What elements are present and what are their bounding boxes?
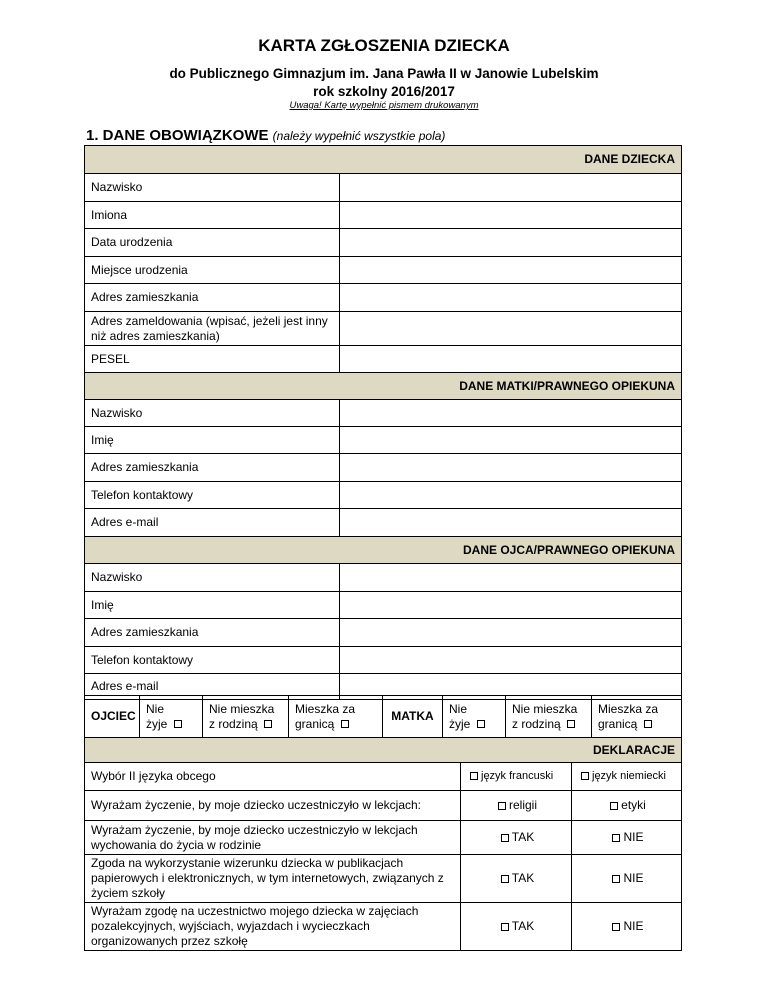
mother-abroad-option[interactable]: [592, 696, 682, 738]
checkbox-icon[interactable]: [610, 802, 618, 810]
father-status-label: OJCIEC: [85, 696, 140, 738]
religion-option[interactable]: [461, 791, 572, 821]
checkbox-icon[interactable]: [612, 923, 620, 931]
father-band: DANE OJCA/PRAWNEGO OPIEKUNA: [85, 537, 682, 564]
table-row: [85, 592, 682, 619]
declarations-table: [84, 737, 682, 951]
option-text: język niemiecki: [592, 770, 666, 782]
checkbox-icon[interactable]: [498, 802, 506, 810]
checkbox-icon[interactable]: [470, 772, 478, 780]
table-row: [85, 284, 682, 312]
field-label: Imię: [85, 592, 340, 619]
status-text: żyje: [449, 716, 471, 731]
field-label: Nazwisko: [85, 564, 340, 592]
option-text: TAK: [511, 919, 535, 933]
mother-address-field[interactable]: [340, 454, 682, 482]
declaration-label: Wyrażam życzenie, by moje dziecko uczestniczyło w lekcjach wychowania do życia w rodzinie: [85, 821, 461, 855]
option-text: religii: [508, 798, 537, 812]
table-row: [85, 509, 682, 537]
french-option[interactable]: [461, 763, 572, 791]
field-label: Nazwisko: [85, 400, 340, 427]
child-band: DANE DZIECKA: [85, 146, 682, 174]
field-label: PESEL: [85, 346, 340, 373]
table-row: [85, 821, 682, 855]
checkbox-icon[interactable]: [501, 923, 509, 931]
image-yes-option[interactable]: [461, 855, 572, 903]
section-title-text: 1. DANE OBOWIĄZKOWE: [86, 127, 269, 144]
father-not-alive-option[interactable]: [140, 696, 203, 738]
family-no-option[interactable]: [572, 821, 682, 855]
field-label: Data urodzenia: [85, 229, 340, 257]
status-text: Nie: [449, 701, 468, 716]
section-title: [86, 127, 445, 144]
school-name: do Publicznego Gimnazjum im. Jana Pawła II w Janowie Lubelskim: [169, 66, 599, 81]
checkbox-icon[interactable]: [501, 834, 509, 842]
mother-not-living-option[interactable]: [506, 696, 592, 738]
status-text: Nie mieszka: [512, 701, 578, 716]
section-note: (należy wypełnić wszystkie pola): [272, 129, 446, 143]
mother-phone-field[interactable]: [340, 482, 682, 509]
activities-yes-option[interactable]: [461, 903, 572, 951]
mother-email-field[interactable]: [340, 509, 682, 537]
status-text: granicą: [295, 716, 335, 731]
table-row: [85, 400, 682, 427]
checkbox-icon[interactable]: [581, 772, 589, 780]
child-surname-field[interactable]: [340, 174, 682, 202]
status-text: Nie mieszka: [209, 701, 275, 716]
table-row: [85, 791, 682, 821]
child-address-field[interactable]: [340, 284, 682, 312]
table-row: [85, 482, 682, 509]
field-label: Miejsce urodzenia: [85, 257, 340, 284]
table-row: [85, 903, 682, 951]
school-year: rok szkolny 2016/2017: [313, 84, 455, 99]
child-pesel-field[interactable]: [340, 346, 682, 373]
checkbox-icon[interactable]: [174, 720, 182, 728]
checkbox-icon[interactable]: [501, 875, 509, 883]
father-not-living-option[interactable]: [203, 696, 289, 738]
mother-not-alive-option[interactable]: [443, 696, 506, 738]
child-birthplace-field[interactable]: [340, 257, 682, 284]
status-text: granicą: [598, 716, 638, 731]
checkbox-icon[interactable]: [567, 720, 575, 728]
declarations-band: DEKLARACJE: [85, 738, 682, 763]
father-abroad-option[interactable]: [289, 696, 383, 738]
activities-no-option[interactable]: [572, 903, 682, 951]
option-text: TAK: [511, 830, 535, 844]
table-row: [85, 257, 682, 284]
fill-note: Uwaga! Kartę wypełnić pismem drukowanym: [289, 100, 479, 111]
field-label: Adres zamieszkania: [85, 619, 340, 647]
checkbox-icon[interactable]: [612, 834, 620, 842]
checkbox-icon[interactable]: [644, 720, 652, 728]
table-row: [85, 647, 682, 674]
mother-name-field[interactable]: [340, 427, 682, 454]
status-text: z rodziną: [209, 716, 258, 731]
option-text: TAK: [511, 871, 535, 885]
status-text: z rodziną: [512, 716, 561, 731]
father-address-field[interactable]: [340, 619, 682, 647]
field-label: Adres zamieszkania: [85, 284, 340, 312]
child-names-field[interactable]: [340, 202, 682, 229]
option-text: NIE: [623, 830, 644, 844]
declaration-label: Wyrażam życzenie, by moje dziecko uczestniczyło w lekcjach:: [85, 791, 461, 821]
parent-status-table: [84, 695, 682, 738]
option-text: NIE: [623, 871, 644, 885]
declaration-label: Wyrażam zgodę na uczestnictwo mojego dziecka w zajęciach pozalekcyjnych, wyjściach, wyjazdach i wycieczkach organizowanych przez szkołę: [85, 903, 461, 951]
form-title: KARTA ZGŁOSZENIA DZIECKA: [258, 36, 510, 55]
table-row: [85, 312, 682, 346]
table-row: [85, 454, 682, 482]
mother-status-label: MATKA: [383, 696, 443, 738]
table-row: [85, 346, 682, 373]
field-label: Adres e-mail: [85, 509, 340, 537]
father-phone-field[interactable]: [340, 647, 682, 674]
field-label: Adres e-mail: [85, 674, 340, 700]
mother-surname-field[interactable]: [340, 400, 682, 427]
declaration-label: Wybór II języka obcego: [85, 763, 461, 791]
table-row: [85, 763, 682, 791]
child-birthdate-field[interactable]: [340, 229, 682, 257]
table-row: [85, 229, 682, 257]
field-label: Nazwisko: [85, 174, 340, 202]
field-label: Adres zamieszkania: [85, 454, 340, 482]
status-text: Nie: [146, 701, 165, 716]
declaration-label: Zgoda na wykorzystanie wizerunku dziecka w publikacjach papierowych i elektronicznych, w tym internetowych, związanych z życiem szkoły: [85, 855, 461, 903]
mother-band: DANE MATKI/PRAWNEGO OPIEKUNA: [85, 373, 682, 400]
table-row: [85, 202, 682, 229]
family-yes-option[interactable]: [461, 821, 572, 855]
checkbox-icon[interactable]: [477, 720, 485, 728]
option-text: język francuski: [481, 770, 554, 782]
checkbox-icon[interactable]: [612, 875, 620, 883]
checkbox-icon[interactable]: [341, 720, 349, 728]
personal-data-table: [84, 145, 682, 700]
german-option[interactable]: [572, 763, 682, 791]
option-text: NIE: [623, 919, 644, 933]
status-text: żyje: [146, 716, 168, 731]
status-text: Mieszka za: [598, 701, 659, 716]
table-row: [85, 855, 682, 903]
field-label: Telefon kontaktowy: [85, 482, 340, 509]
field-label: Telefon kontaktowy: [85, 647, 340, 674]
field-label: Adres zameldowania (wpisać, jeżeli jest inny niż adres zamieszkania): [85, 312, 340, 346]
table-row: [85, 427, 682, 454]
ethics-option[interactable]: [572, 791, 682, 821]
father-surname-field[interactable]: [340, 564, 682, 592]
table-row: [85, 174, 682, 202]
child-registered-address-field[interactable]: [340, 312, 682, 346]
status-text: Mieszka za: [295, 701, 356, 716]
field-label: Imię: [85, 427, 340, 454]
option-text: etyki: [621, 798, 646, 812]
image-no-option[interactable]: [572, 855, 682, 903]
table-row: [85, 619, 682, 647]
table-row: [85, 564, 682, 592]
father-name-field[interactable]: [340, 592, 682, 619]
checkbox-icon[interactable]: [264, 720, 272, 728]
field-label: Imiona: [85, 202, 340, 229]
